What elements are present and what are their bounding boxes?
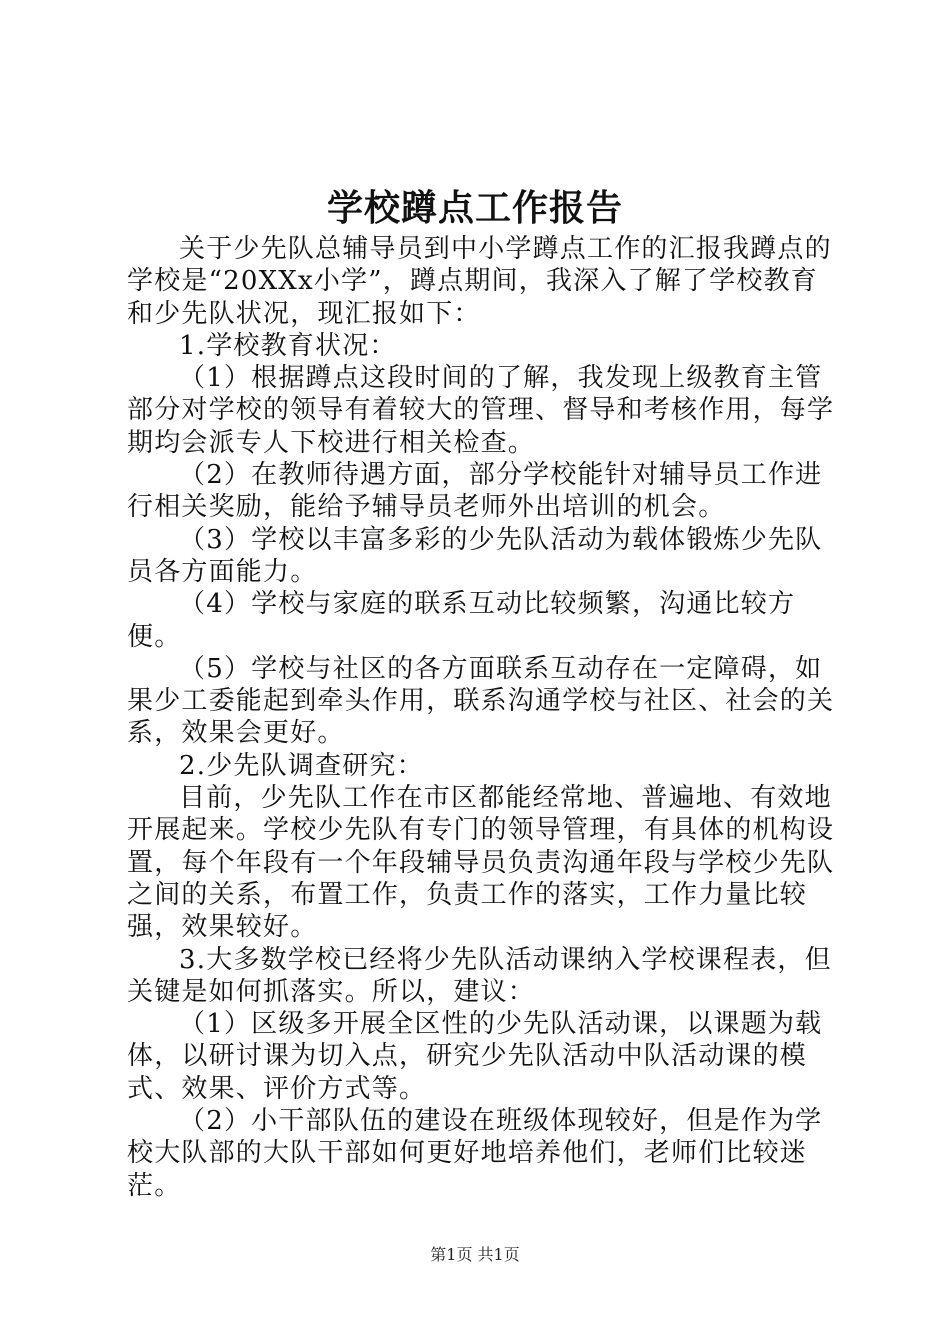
heading-school-education: 1.学校教育状况：	[179, 330, 397, 361]
paragraph-item-1-2: （2）在教师待遇方面，部分学校能针对辅导员工作进行相关奖励，能给予辅导员老师外出培训的机会。	[127, 460, 823, 523]
document-title: 学校蹲点工作报告	[326, 187, 623, 229]
document-body	[127, 233, 837, 1202]
paragraph-item-1-4: （4）学校与家庭的联系互动比较频繁，沟通比较方便。	[127, 589, 796, 652]
paragraph-suggestion-1: （1）区级多开展全区性的少先队活动课，以课题为载体，以研讨课为切入点，研究少先队活动中队活动课的模式、效果、评价方式等。	[127, 1009, 823, 1104]
page-footer: 第1页 共1页	[430, 1245, 520, 1264]
paragraph-suggestion-2: （2）小干部队伍的建设在班级体现较好，但是作为学校大队部的大队干部如何更好地培养他们，老师们比较迷茫。	[127, 1106, 823, 1201]
heading-survey-research: 2.少先队调查研究：	[179, 750, 424, 781]
paragraph-survey-body: 目前，少先队工作在市区都能经常地、普遍地、有效地开展起来。学校少先队有专门的领导管理，有具体的机构设置，每个年段有一个年段辅导员负责沟通年段与学校少先队之间的关系，布置工作，负责工作的落实，工作力量比较强，效果较好。	[127, 783, 835, 943]
paragraph-item-1-5: （5）学校与社区的各方面联系互动存在一定障碍，如果少工委能起到牵头作用，联系沟通学校与社区、社会的关系，效果会更好。	[127, 653, 835, 749]
paragraph-item-1-1: （1）根据蹲点这段时间的了解，我发现上级教育主管部分对学校的领导有着较大的管理、督导和考核作用，每学期均会派专人下校进行相关检查。	[127, 363, 835, 458]
paragraph-activity-course: 3.大多数学校已经将少先队活动课纳入学校课程表，但关键是如何抓落实。所以，建议：	[127, 944, 832, 1007]
paragraph-intro: 关于少先队总辅导员到中小学蹲点工作的汇报我蹲点的学校是“20XXx小学”，蹲点期间，我深入了解了学校教育和少先队状况，现汇报如下：	[127, 234, 832, 329]
paragraph-item-1-3: （3）学校以丰富多彩的少先队活动为载体锻炼少先队员各方面能力。	[127, 524, 823, 587]
